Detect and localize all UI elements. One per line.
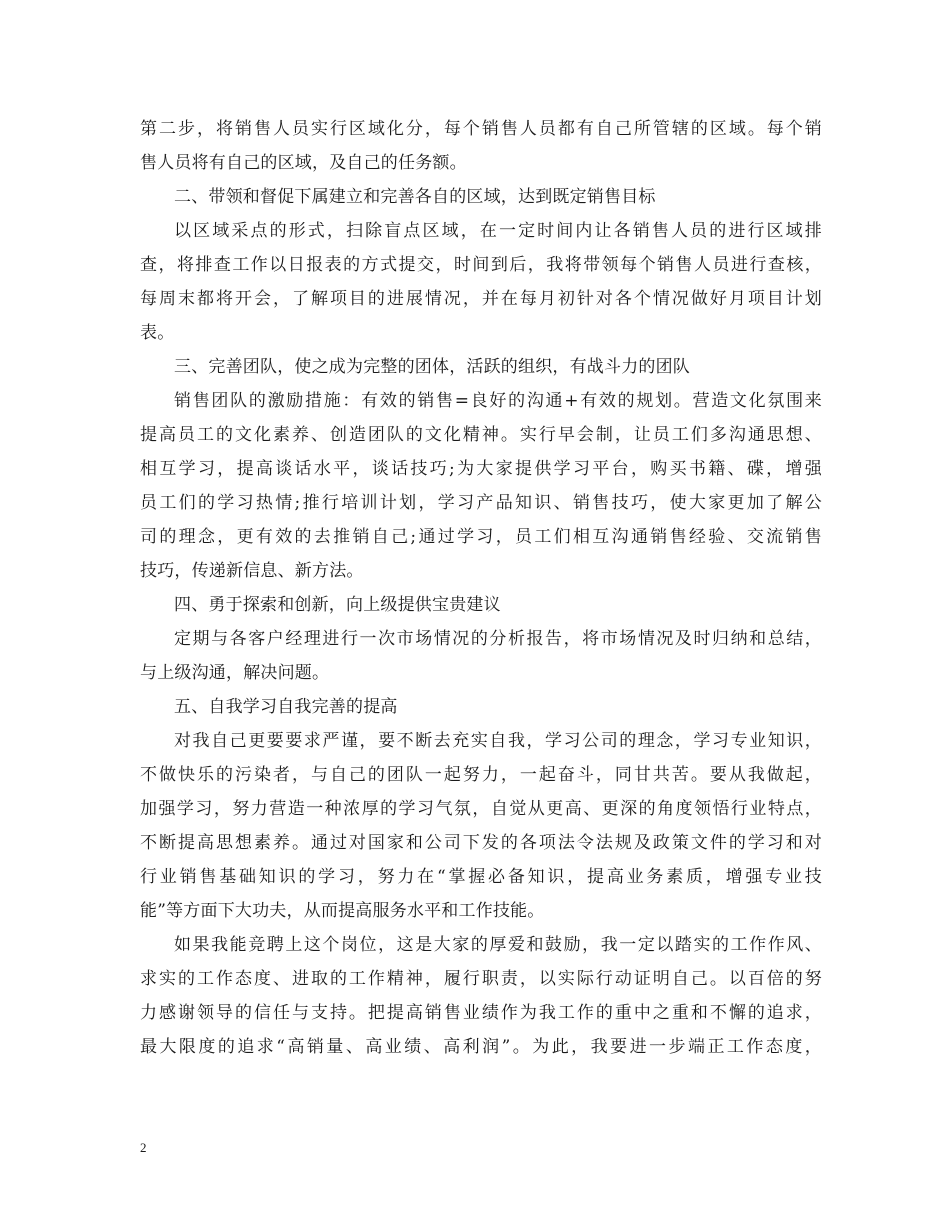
text-line: 每周末都将开会，了解项目的进展情况，并在每月初针对各个情况做好月项目计划 [140, 289, 822, 309]
text-line: 定期与各客户经理进行一次市场情况的分析报告，将市场情况及时归纳和总结， [174, 629, 822, 649]
text-line: 员工们的学习热情;推行培训计划，学习产品知识、销售技巧，使大家更加了解公 [140, 493, 822, 513]
text-line: 售人员将有自己的区域，及自己的任务额。 [140, 153, 467, 173]
text-line: 不断提高思想素养。通过对国家和公司下发的各项法令法规及政策文件的学习和对 [140, 833, 822, 853]
text-line: 第二步，将销售人员实行区域化分，每个销售人员都有自己所管辖的区域。每个销 [140, 119, 822, 139]
text-line: 技巧，传递新信息、新方法。 [140, 561, 364, 581]
section-heading: 三、完善团队，使之成为完整的团体，活跃的组织，有战斗力的团队 [174, 357, 690, 377]
text-line: 如果我能竞聘上这个岗位，这是大家的厚爱和鼓励，我一定以踏实的工作作风、 [174, 935, 822, 955]
text-line: 对我自己更要要求严谨，要不断去充实自我，学习公司的理念，学习专业知识， [174, 731, 822, 751]
text-line: 加强学习，努力营造一种浓厚的学习气氛，自觉从更高、更深的角度领悟行业特点， [140, 799, 822, 819]
text-line: 能”等方面下大功夫，从而提高服务水平和工作技能。 [140, 901, 545, 921]
text-line: 不做快乐的污染者，与自己的团队一起努力，一起奋斗，同甘共苦。要从我做起， [140, 765, 822, 785]
section-heading: 二、带领和督促下属建立和完善各自的区域，达到既定销售目标 [174, 187, 656, 207]
text-line: 司的理念，更有效的去推销自己;通过学习，员工们相互沟通销售经验、交流销售 [140, 527, 822, 547]
text-line: 力感谢领导的信任与支持。把提高销售业绩作为我工作的重中之重和不懈的追求， [140, 1003, 822, 1023]
text-line: 查，将排查工作以日报表的方式提交，时间到后，我将带领每个销售人员进行查核， [140, 255, 822, 275]
text-line: 提高员工的文化素养、创造团队的文化精神。实行早会制，让员工们多沟通思想、 [140, 425, 822, 445]
page-number: 2 [140, 1140, 147, 1155]
text-line: 以区域采点的形式，扫除盲点区域，在一定时间内让各销售人员的进行区域排 [174, 221, 822, 241]
text-line: 表。 [140, 323, 175, 343]
text-line: 求实的工作态度、进取的工作精神，履行职责，以实际行动证明自己。以百倍的努 [140, 969, 822, 989]
text-line: 相互学习，提高谈话水平，谈话技巧;为大家提供学习平台，购买书籍、碟，增强 [140, 459, 822, 479]
text-line: 与上级沟通，解决问题。 [140, 663, 330, 683]
document-body [140, 112, 822, 1064]
text-line: 行业销售基础知识的学习，努力在“掌握必备知识，提高业务素质，增强专业技 [140, 867, 822, 887]
section-heading: 四、勇于探索和创新，向上级提供宝贵建议 [174, 595, 501, 615]
text-line: 销售团队的激励措施：有效的销售=良好的沟通+有效的规划。营造文化氛围来 [174, 391, 822, 411]
text-line: 最大限度的追求“高销量、高业绩、高利润”。为此，我要进一步端正工作态度， [140, 1037, 822, 1057]
section-heading: 五、自我学习自我完善的提高 [174, 697, 398, 717]
